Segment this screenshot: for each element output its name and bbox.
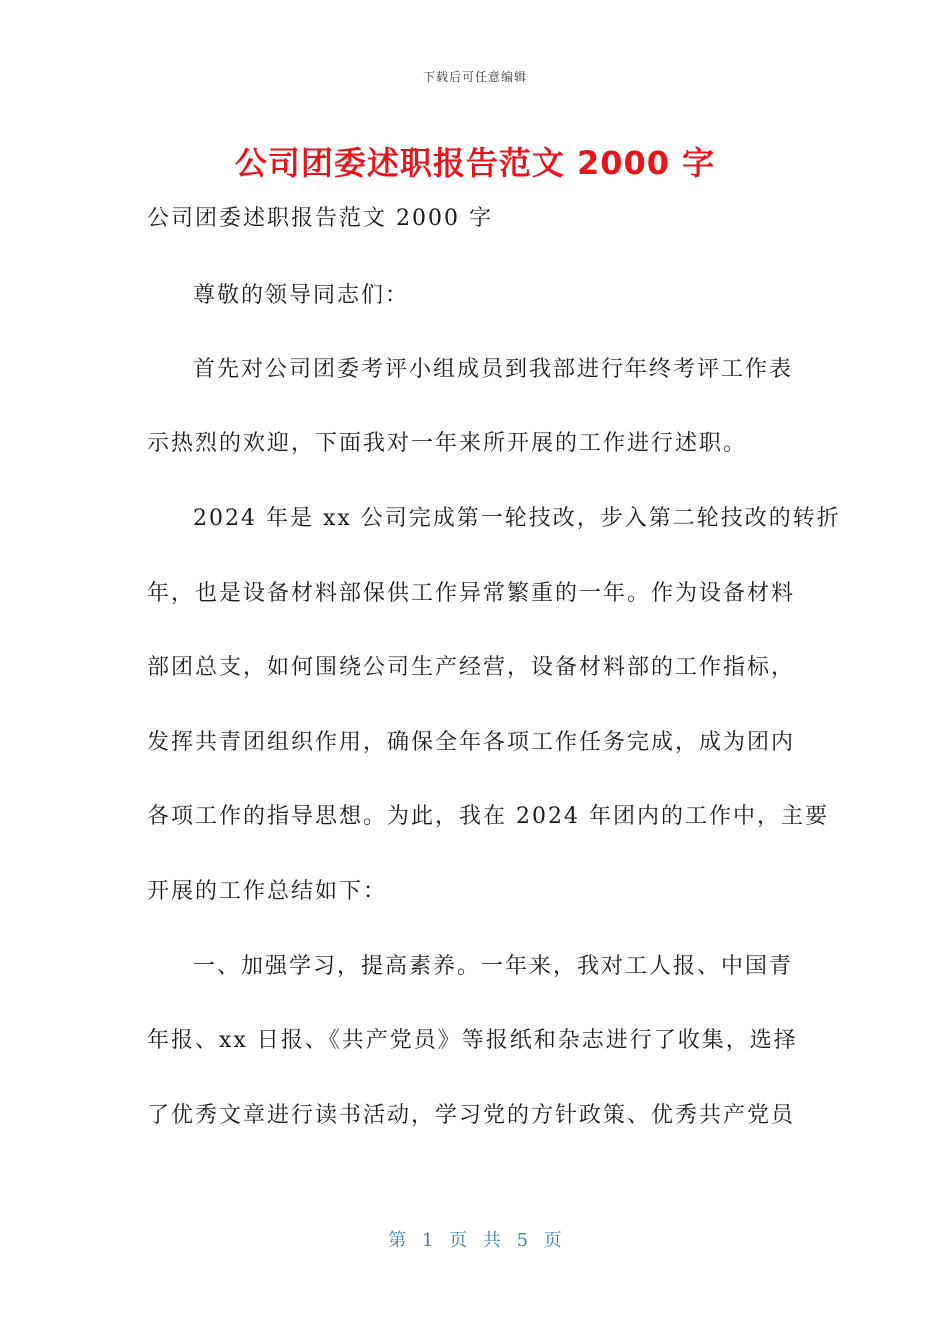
header-note: 下载后可任意编辑 xyxy=(422,70,527,84)
paragraph-line: 部团总支，如何围绕公司生产经营，设备材料部的工作指标， xyxy=(147,655,796,680)
page-number-footer: 第 1 页 共 5 页 xyxy=(388,1230,562,1251)
paragraph-line: 示热烈的欢迎，下面我对一年来所开展的工作进行述职。 xyxy=(147,431,748,456)
paragraph-line: 2024 年是 xx 公司完成第一轮技改，步入第二轮技改的转折 xyxy=(193,506,841,531)
paragraph-line: 年，也是设备材料部保供工作异常繁重的一年。作为设备材料 xyxy=(147,581,796,606)
paragraph-line: 一、加强学习，提高素养。一年来，我对工人报、中国青 xyxy=(193,954,794,979)
paragraph-line: 各项工作的指导思想。为此，我在 2024 年团内的工作中，主要 xyxy=(147,804,829,829)
paragraph-line: 年报、xx 日报、《共产党员》等报纸和杂志进行了收集，选择 xyxy=(147,1028,798,1053)
paragraph-line: 开展的工作总结如下： xyxy=(147,879,388,904)
paragraph-line: 了优秀文章进行读书活动，学习党的方针政策、优秀共产党员 xyxy=(147,1103,796,1128)
subtitle-line: 公司团委述职报告范文 2000 字 xyxy=(147,206,493,231)
paragraph-line: 首先对公司团委考评小组成员到我部进行年终考评工作表 xyxy=(193,357,794,382)
salutation: 尊敬的领导同志们： xyxy=(193,283,410,308)
document-title: 公司团委述职报告范文 2000 字 xyxy=(234,144,716,182)
paragraph-line: 发挥共青团组织作用，确保全年各项工作任务完成，成为团内 xyxy=(147,730,796,755)
